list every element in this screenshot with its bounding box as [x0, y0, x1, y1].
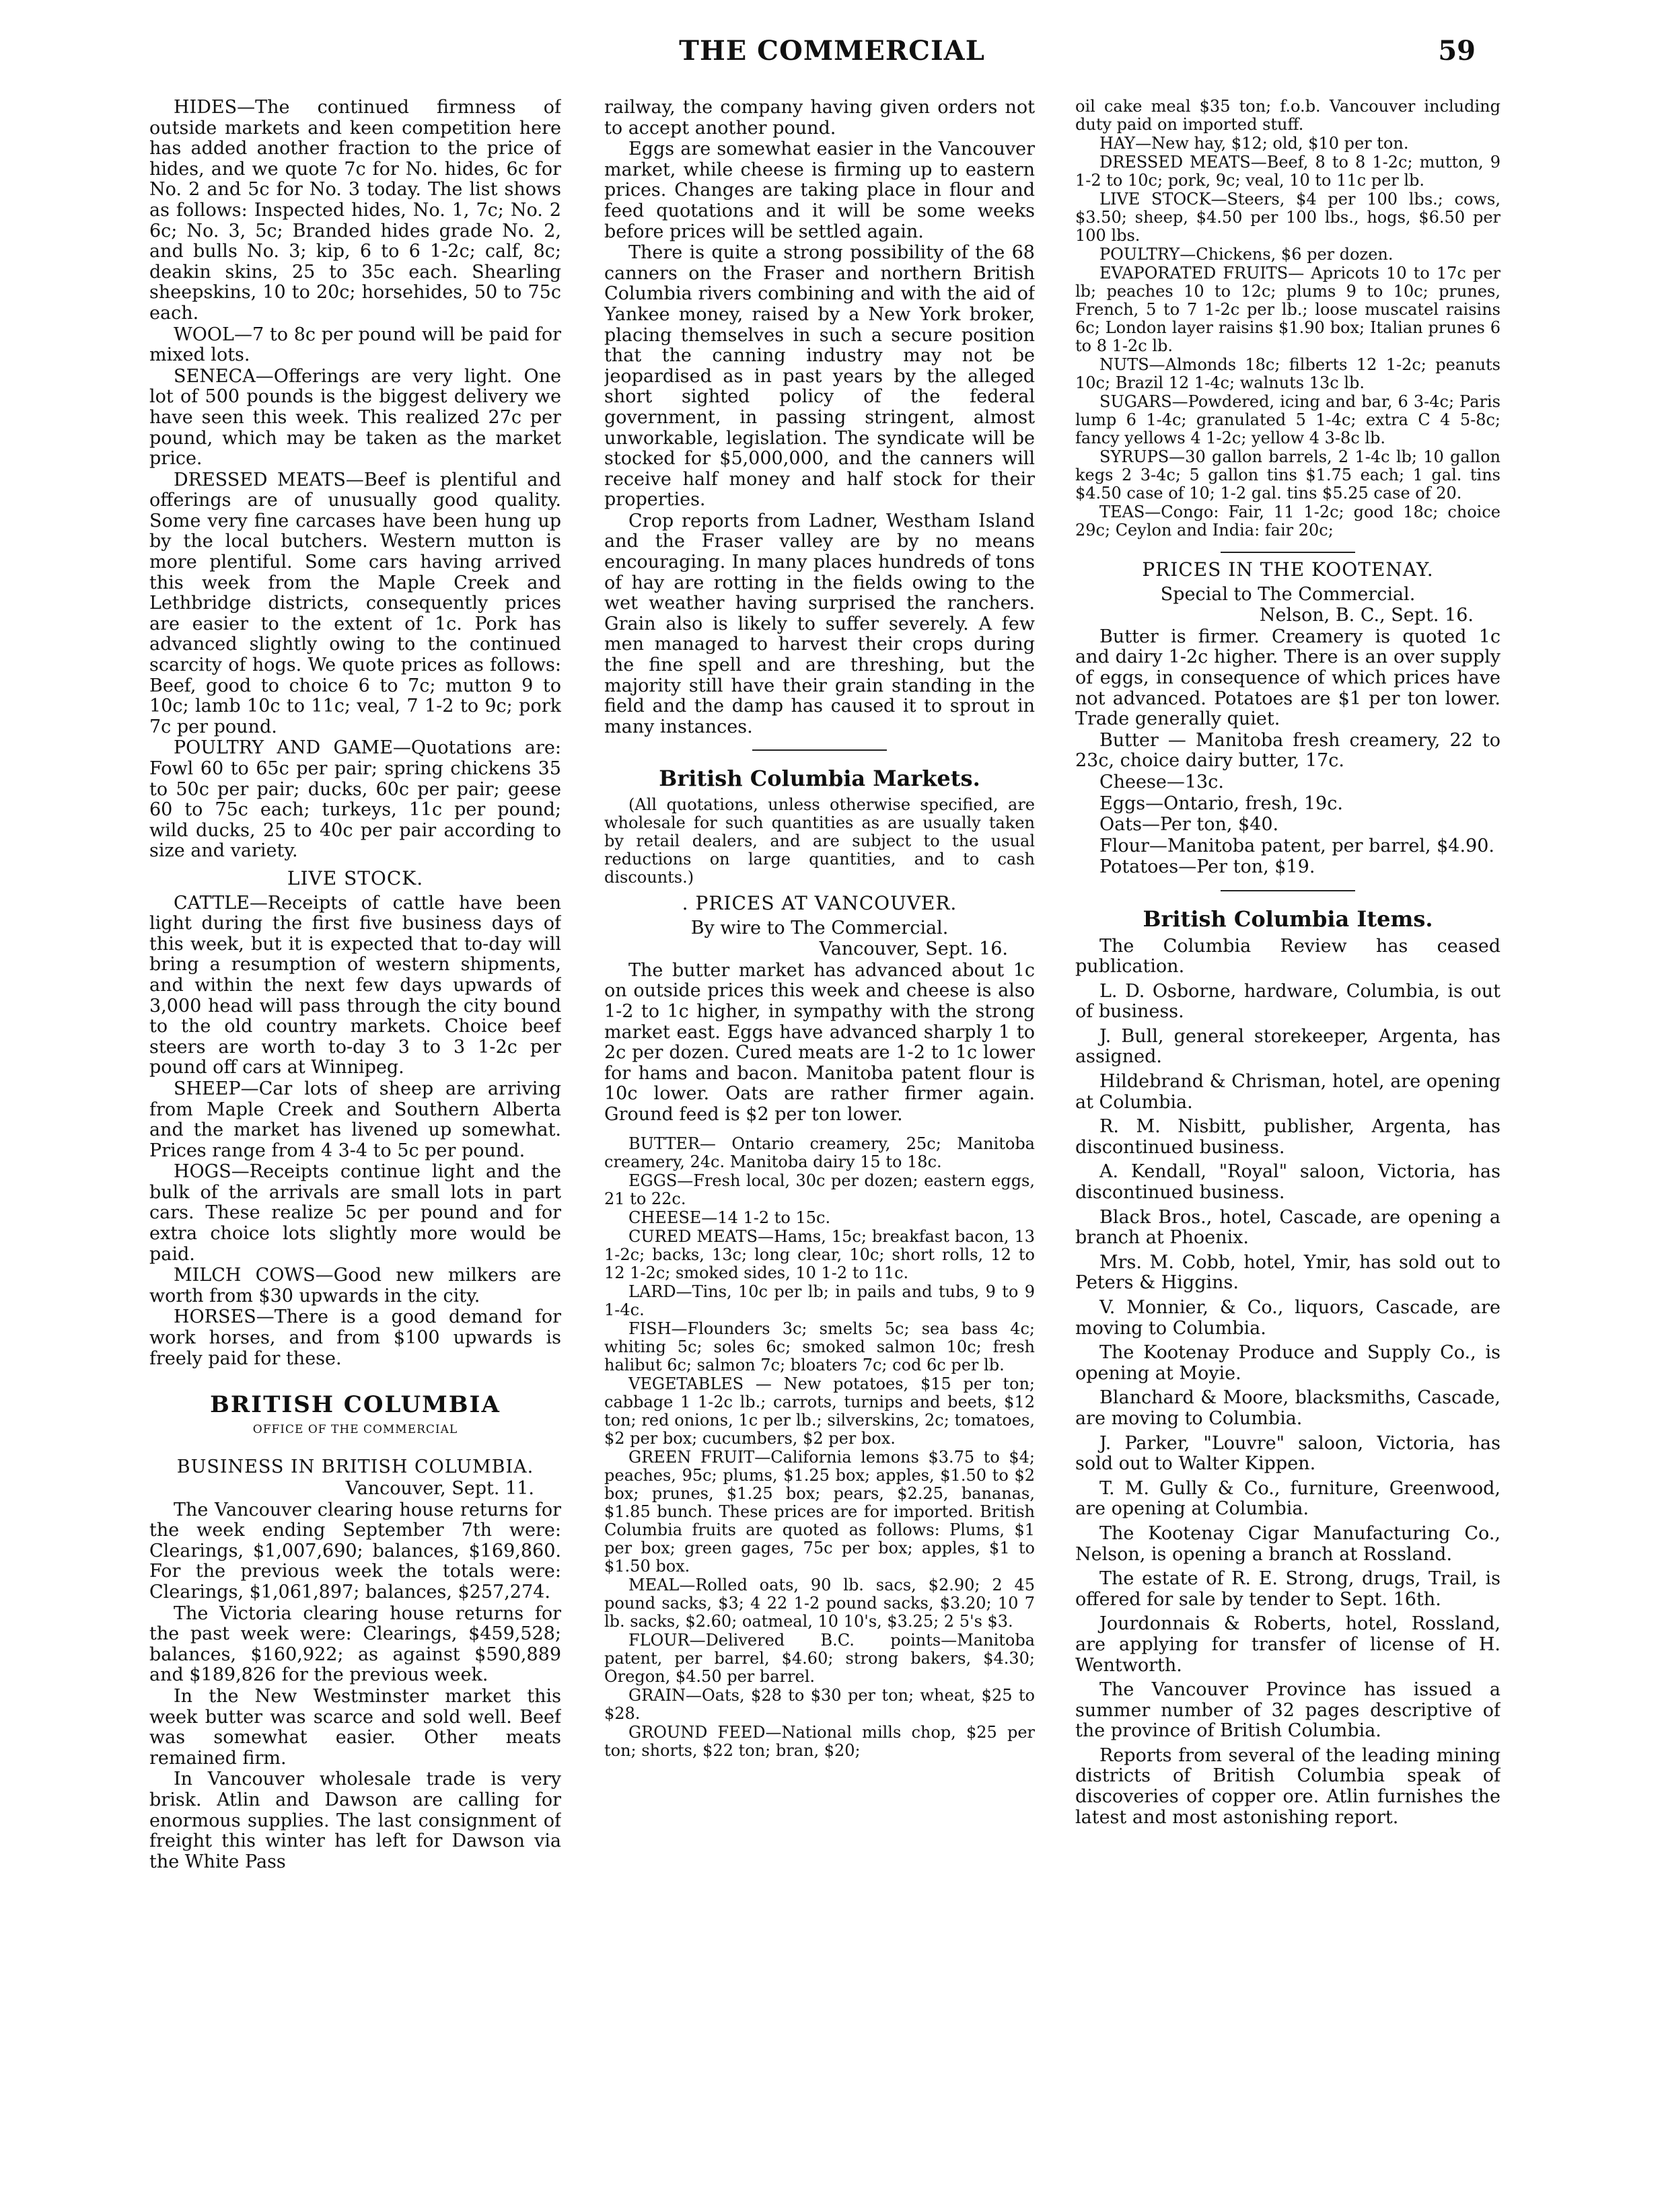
price-dressed-meats: DRESSED MEATS—Beef, 8 to 8 1-2c; mutton, 9 1-2 to 10c; pork, 9c; veal, 10 to 11c per lb. [1075, 153, 1500, 190]
list-item: The Kootenay Produce and Supply Co., is opening at Moyie. [1075, 1342, 1500, 1384]
price-kootenay-flour: Flour—Manitoba patent, per barrel, $4.90. [1099, 835, 1494, 856]
list-item: Blanchard & Moore, blacksmiths, Cascade, are moving to Columbia. [1075, 1387, 1500, 1429]
price-evaporated-fruits: EVAPORATED FRUITS— Apricots 10 to 17c per lb; peaches 10 to 12c; plums 9 to 10c; prunes, French, 5 to 7 1-2c per lb.; loose muscatel raisins 6c; London layer raisins $1.90 box; Italian prunes 6 to 8 1-2c lb. [1075, 264, 1500, 355]
byline-special: Special to The Commercial. [1160, 583, 1416, 605]
price-teas: TEAS—Congo: Fair, 11 1-2c; good 18c; choice 29c; Ceylon and India: fair 20c; [1075, 503, 1500, 540]
list-item: The Columbia Review has ceased publication. [1075, 935, 1500, 978]
heading-bc-items: British Columbia Items. [1143, 906, 1433, 932]
price-cheese: CHEESE—14 1-2 to 15c. [628, 1208, 831, 1227]
running-head [0, 35, 1664, 75]
section-rule-items [1221, 890, 1355, 891]
article-clearing-house: The Vancouver clearing house returns for the week ending September 7th were: Clearings, $1,007,690; balances, $169,860. For the previous week the totals were: Clearings, $1,061,897; balances, $257,274. [149, 1499, 561, 1602]
list-item: Reports from several of the leading mining districts of British Columbia speak of discoveries of copper ore. Atlin furnishes the latest and most astonishing report. [1075, 1744, 1500, 1828]
section-rule-kootenay [1221, 552, 1355, 553]
price-nuts: NUTS—Almonds 18c; filberts 12 1-2c; peanuts 10c; Brazil 12 1-4c; walnuts 13c lb. [1075, 355, 1500, 392]
list-item: Hildebrand & Chrisman, hotel, are opening at Columbia. [1075, 1071, 1500, 1113]
heading-business: BUSINESS IN BRITISH COLUMBIA. [176, 1457, 534, 1478]
price-green-fruit: GREEN FRUIT—California lemons $3.75 to $4; peaches, 95c; plums, $1.25 box; apples, $1.50 to $2 box; prunes, $1.25 box; pears, $2.25, bananas, $1.85 bunch. These prices are for imported. British Columbia fruits are quoted as follows: Plums, $1 per box; green gages, 75c per box; apples, $1 to $1.50 box. [604, 1447, 1035, 1576]
list-item: J. Bull, general storekeeper, Argenta, has assigned. [1075, 1025, 1500, 1068]
price-oil-cake: oil cake meal $35 ton; f.o.b. Vancouver including duty paid on imported stuff. [1075, 98, 1500, 134]
article-poultry-game: POULTRY AND GAME—Quotations are: Fowl 60 to 65c per pair; spring chickens 35 to 50c per pair; ducks, 60c per pair; geese 60 to 75c each; turkeys, 11c per pound; wild ducks, 25 to 40c per pair according to size and variety. [149, 737, 561, 862]
article-hogs: HOGS—Receipts continue light and the bulk of the arrivals are small lots in part cars. These realize 5c per pound and for extra choice lots slightly more would be paid. [149, 1161, 561, 1265]
list-item: The Vancouver Province has issued a summer number of 32 pages descriptive of the province of British Columbia. [1075, 1679, 1500, 1742]
byline-wire: By wire to The Commercial. [690, 917, 949, 938]
publication-title: THE COMMERCIAL [679, 35, 985, 67]
list-item: A. Kendall, "Royal" saloon, Victoria, has discontinued business. [1075, 1161, 1500, 1204]
article-kootenay-butter: Butter is firmer. Creamery is quoted 1c and dairy 1-2c higher. There is an over supply of eggs, in consequence of which prices have not advanced. Potatoes are $1 per ton lower. Trade generally quiet. [1075, 626, 1500, 730]
price-cured-meats: CURED MEATS—Hams, 15c; breakfast bacon, 13 1-2c; backs, 13c; long clear, 10c; short rolls, 12 to 12 1-2c; smoked sides, 10 1-2 to 11c. [604, 1226, 1035, 1282]
dateline-nelson: Nelson, B. C., Sept. 16. [1259, 605, 1474, 626]
column-3 [1075, 98, 1500, 2176]
price-butter: BUTTER— Ontario creamery, 25c; Manitoba creamery, 24c. Manitoba dairy 15 to 18c. [604, 1134, 1035, 1171]
list-item: Jourdonnais & Roberts, hotel, Rossland, are applying for transfer of license of H. Wentworth. [1075, 1613, 1500, 1676]
column-2 [604, 98, 1035, 2176]
article-seneca: SENECA—Offerings are very light. One lot of 500 pounds is the biggest delivery we have seen this week. This realized 27c per pound, which may be taken as the market price. [149, 365, 561, 470]
price-vegetables: VEGETABLES — New potatoes, $15 per ton; cabbage 1 1-2c lb.; carrots, turnips and beets, $12 ton; red onions, 1c per lb.; silverskins, 2c; tomatoes, $2 per box; cucumbers, $2 per box. [604, 1374, 1035, 1448]
heading-office: OFFICE OF THE COMMERCIAL [252, 1422, 458, 1436]
price-syrups: SYRUPS—30 gallon barrels, 2 1-4c lb; 10 gallon kegs 2 3-4c; 5 gallon tins $1.75 each; 1 gal. tins $4.50 case of 10; 1-2 gal. tins $5.25 case of 20. [1075, 447, 1500, 503]
list-item: Black Bros., hotel, Cascade, are opening a branch at Phoenix. [1075, 1206, 1500, 1249]
price-ground-feed: GROUND FEED—National mills chop, $25 per ton; shorts, $22 ton; bran, $20; [604, 1722, 1035, 1760]
heading-prices-vancouver: . PRICES AT VANCOUVER. [682, 892, 957, 914]
price-kootenay-oats: Oats—Per ton, $40. [1099, 814, 1279, 836]
article-butter-market: The butter market has advanced about 1c on outside prices this week and cheese is also 1-2 to 1c higher, in sympathy with the strong market east. Eggs have advanced sharply 1 to 2c per dozen. Cured meats are 1-2 to 1c lower for hams and bacon. Manitoba patent flour is 10c lower. Oats are rather firmer again. Ground feed is $2 per ton lower. [604, 959, 1035, 1125]
article-cattle: CATTLE—Receipts of cattle have been light during the first five business days of this week, but it is expected that to-day will bring a resumption of western shipments, and within the next few days upwards of 3,000 head will pass through the city bound to the old country markets. Choice beef steers are worth to-day 3 to 3 1-2c per pound off cars at Winnipeg. [149, 892, 561, 1078]
price-kootenay-cheese: Cheese—13c. [1099, 771, 1224, 792]
list-item: The estate of R. E. Strong, drugs, Trail, is offered for sale by tender to Sept. 16th. [1075, 1568, 1500, 1610]
price-kootenay-eggs: Eggs—Ontario, fresh, 19c. [1099, 792, 1343, 814]
page-number: 59 [1438, 35, 1476, 67]
list-item: R. M. Nisbitt, publisher, Argenta, has discontinued business. [1075, 1116, 1500, 1158]
list-item: Mrs. M. Cobb, hotel, Ymir, has sold out to Peters & Higgins. [1075, 1251, 1500, 1294]
price-kootenay-butter: Butter — Manitoba fresh creamery, 22 to 23c, choice dairy butter, 17c. [1075, 729, 1500, 772]
list-item: J. Parker, "Louvre" saloon, Victoria, has sold out to Walter Kippen. [1075, 1432, 1500, 1475]
dateline-vancouver-16: Vancouver, Sept. 16. [819, 938, 1008, 960]
price-hay: HAY—New hay, $12; old, $10 per ton. [1099, 134, 1409, 153]
price-meal: MEAL—Rolled oats, 90 lb. sacs, $2.90; 2 45 pound sacks, $3; 4 22 1-2 pound sacks, $3.20; 10 7 lb. sacks, $2.60; oatmeal, 10 10's, $3.25; 2 5's $3. [604, 1575, 1035, 1631]
heading-bc-markets: British Columbia Markets. [659, 766, 980, 792]
article-eggs-cheese: Eggs are somewhat easier in the Vancouver market, while cheese is firming up to eastern prices. Changes are taking place in flour and feed quotations and it will be some weeks before prices will be settled again. [604, 139, 1035, 242]
heading-live-stock: LIVE STOCK. [287, 867, 424, 889]
list-item: The Kootenay Cigar Manufacturing Co., Nelson, is opening a branch at Rossland. [1075, 1522, 1500, 1565]
list-item: V. Monnier, & Co., liquors, Cascade, are moving to Columbia. [1075, 1297, 1500, 1339]
article-dressed-meats: DRESSED MEATS—Beef is plentiful and offerings are of unusually good quality. Some very fine carcases have been hung up by the local butchers. Western mutton is more plentiful. Some cars having arrived this week from the Maple Creek and Lethbridge districts, consequently prices are easier to the extent of 1c. Pork has advanced slightly owing to the continued scarcity of hogs. We quote prices as follows: Beef, good to choice 6 to 7c; mutton 9 to 10c; lamb 10c to 11c; veal, 7 1-2 to 9c; pork 7c per pound. [149, 469, 561, 737]
article-horses: HORSES—There is a good demand for work horses, and from $100 upwards is freely paid for these. [149, 1306, 561, 1369]
article-wholesale-trade: In Vancouver wholesale trade is very brisk. Atlin and Dawson are calling for enormous supplies. The last consignment of freight this winter has left for Dawson via the White Pass [149, 1769, 561, 1872]
list-item: T. M. Gully & Co., furniture, Greenwood, are opening at Columbia. [1075, 1477, 1500, 1520]
price-live-stock: LIVE STOCK—Steers, $4 per 100 lbs.; cows, $3.50; sheep, $4.50 per 100 lbs., hogs, $6.50 per 100 lbs. [1075, 190, 1500, 245]
article-sheep: SHEEP—Car lots of sheep are arriving from Maple Creek and Southern Alberta and the market has livened up somewhat. Prices range from 4 3-4 to 5c per pound. [149, 1078, 561, 1161]
list-item: L. D. Osborne, hardware, Columbia, is out of business. [1075, 980, 1500, 1023]
heading-british-columbia: BRITISH COLUMBIA [210, 1391, 501, 1419]
price-kootenay-potatoes: Potatoes—Per ton, $19. [1099, 856, 1315, 878]
article-canners: There is quite a strong possibility of the 68 canners on the Fraser and northern British Columbia rivers combining and with the aid of Yankee money, raised by a New York broker, placing themselves in such a secure position that the canning industry may not be jeopardised as in past years by the alleged short sighted policy of the federal government, in passing stringent, almost unworkable, legislation. The syndicate will be stocked for $5,000,000, and the canners will receive half money and half stock for their properties. [604, 242, 1035, 511]
heading-prices-kootenay: PRICES IN THE KOOTENAY. [1142, 558, 1434, 581]
article-crop-reports: Crop reports from Ladner, Westham Island and the Fraser valley are by no means encouraging. In many places hundreds of tons of hay are rotting in the fields owing to the wet weather having surprised the ranchers. Grain also is likely to suffer severely. A few men managed to harvest their crops during the fine spell and are threshing, but the majority still have their grain standing in the field and the damp has caused it to sprout in many instances. [604, 510, 1035, 737]
price-lard: LARD—Tins, 10c per lb; in pails and tubs, 9 to 9 1-4c. [604, 1282, 1035, 1319]
article-wool: WOOL—7 to 8c per pound will be paid for mixed lots. [149, 324, 561, 366]
article-railway: railway, the company having given orders not to accept another pound. [604, 98, 1035, 139]
price-fish: FISH—Flounders 3c; smelts 5c; sea bass 4c; whiting 5c; soles 6c; smoked salmon 10c; fresh halibut 6c; salmon 7c; bloaters 7c; cod 6c per lb. [604, 1319, 1035, 1374]
dateline-vancouver: Vancouver, Sept. 11. [345, 1478, 534, 1499]
article-hides: HIDES—The continued firmness of outside markets and keen competition here has added another fraction to the price of hides, and we quote 7c for No. hides, 6c for No. 2 and 5c for No. 3 today. The list shows as follows: Inspected hides, No. 1, 7c; No. 2 6c; No. 3, 5c; Branded hides grade No. 2, and bulls No. 3; kip, 6 to 6 1-2c; calf, 8c; deakin skins, 25 to 35c each. Shearling sheepskins, 10 to 20c; horsehides, 50 to 75c each. [149, 98, 561, 324]
article-milch-cows: MILCH COWS—Good new milkers are worth from $30 upwards in the city. [149, 1265, 561, 1306]
price-poultry: POULTRY—Chickens, $6 per dozen. [1099, 245, 1394, 264]
article-victoria-clearing: The Victoria clearing house returns for the past week were: Clearings, $459,528; balances, $160,922; as against $590,889 and $189,826 for the previous week. [149, 1602, 561, 1686]
article-new-westminster: In the New Westminster market this week butter was scarce and sold well. Beef was somewhat easier. Other meats remained firm. [149, 1685, 561, 1769]
price-flour: FLOUR—Delivered B.C. points—Manitoba patent, per barrel, $4.60; strong bakers, $4.30; Oregon, $4.50 per barrel. [604, 1630, 1035, 1686]
price-sugars: SUGARS—Powdered, icing and bar, 6 3-4c; Paris lump 6 1-4c; granulated 5 1-4c; extra C 4 5-8c; fancy yellows 4 1-2c; yellow 4 3-8c lb. [1075, 392, 1500, 447]
price-grain: GRAIN—Oats, $28 to $30 per ton; wheat, $25 to $28. [604, 1685, 1035, 1723]
price-eggs: EGGS—Fresh local, 30c per dozen; eastern eggs, 21 to 22c. [604, 1171, 1035, 1208]
section-rule [752, 749, 887, 751]
quotations-note: (All quotations, unless otherwise specified, are wholesale for such quantities as are usually taken by retail dealers, and are subject to the usual reductions on large quantities, and to cash discounts.) [604, 795, 1035, 887]
column-1 [149, 98, 561, 2176]
